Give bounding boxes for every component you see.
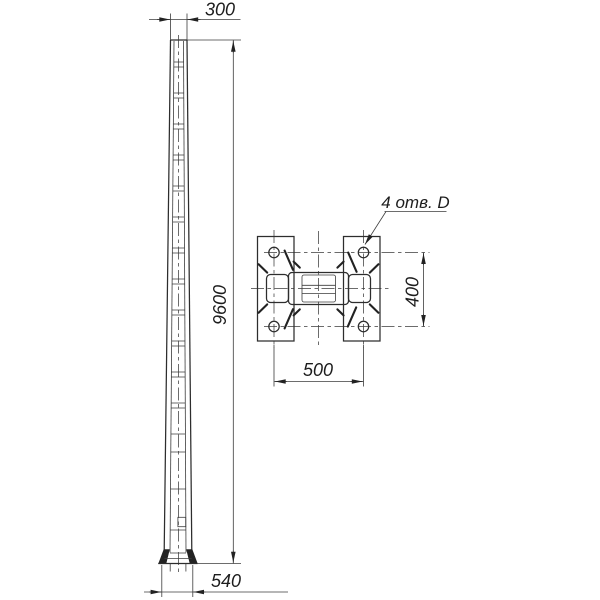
gusset-tick-outer-bottom-left: [259, 304, 268, 312]
gusset-left-upper: [285, 251, 293, 270]
holes-note-leader: [365, 212, 386, 245]
dim-400-label: 400: [402, 276, 423, 308]
dim-500: [274, 345, 364, 387]
base-gusset-right: [187, 550, 198, 564]
dim-540-label: 540: [210, 571, 242, 591]
gusset-left-lower: [285, 309, 293, 328]
holes-note-label: 4 отв. D: [381, 193, 450, 212]
gusset-right-lower: [348, 307, 356, 326]
dim-400: [403, 253, 424, 327]
gusset-right-upper: [348, 253, 356, 272]
gusset-tick-outer-bottom-right: [370, 304, 379, 312]
pole-right-edge: [187, 40, 192, 551]
dim-300: [149, 0, 241, 40]
gusset-tick-outer-top-right: [370, 264, 379, 272]
gusset-tick-inner-top-right: [337, 262, 343, 268]
dim-9600: [210, 40, 233, 564]
pole-left-edge: [164, 40, 170, 551]
dim-300-label: 300: [204, 0, 236, 20]
base-gusset-left: [159, 550, 170, 564]
pole-inner-wall-left: [170, 41, 174, 553]
dim-9600-label: 9600: [210, 284, 230, 326]
gusset-tick-inner-bottom-right: [337, 309, 343, 315]
pole-inner-wall-right: [184, 41, 187, 553]
plan-view-base: [251, 193, 450, 387]
pole-access-box: [178, 517, 186, 526]
dim-540: [144, 565, 288, 597]
dim-500-label: 500: [302, 360, 334, 380]
gusset-tick-outer-top-left: [259, 264, 268, 272]
